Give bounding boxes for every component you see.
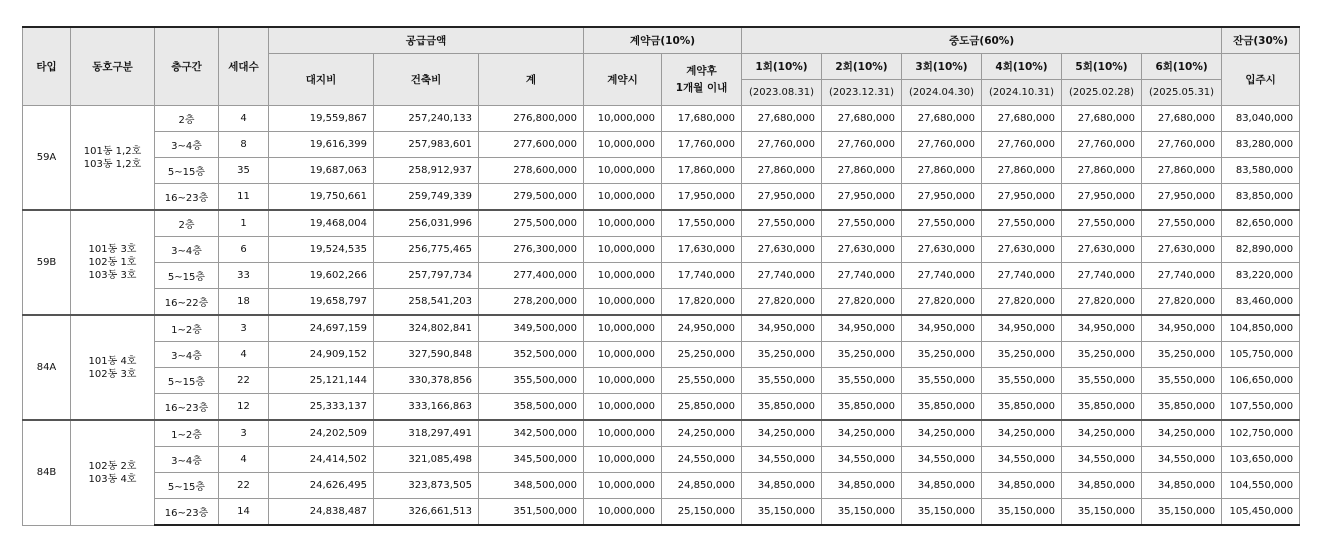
header-move-in: 입주시 — [1222, 54, 1300, 106]
middle-payment-cell: 27,950,000 — [822, 184, 902, 211]
floor-cell: 5~15층 — [155, 158, 219, 184]
balance-cell: 83,280,000 — [1222, 132, 1300, 158]
households-cell: 4 — [219, 342, 269, 368]
floor-cell: 3~4층 — [155, 132, 219, 158]
middle-payment-cell: 34,850,000 — [902, 473, 982, 499]
total-cell: 352,500,000 — [479, 342, 584, 368]
middle-payment-cell: 34,250,000 — [822, 420, 902, 447]
after-contract-cell: 17,950,000 — [662, 184, 742, 211]
households-cell: 4 — [219, 106, 269, 132]
middle-payment-cell: 27,860,000 — [1062, 158, 1142, 184]
contract-cell: 10,000,000 — [584, 368, 662, 394]
contract-cell: 10,000,000 — [584, 289, 662, 316]
after-contract-cell: 24,550,000 — [662, 447, 742, 473]
total-cell: 275,500,000 — [479, 210, 584, 237]
middle-payment-cell: 27,550,000 — [982, 210, 1062, 237]
table-row — [23, 106, 1300, 132]
middle-payment-cell: 35,250,000 — [1142, 342, 1222, 368]
middle-payment-cell: 35,250,000 — [822, 342, 902, 368]
middle-payment-cell: 27,760,000 — [1062, 132, 1142, 158]
floor-cell: 5~15층 — [155, 263, 219, 289]
middle-payment-cell: 35,850,000 — [822, 394, 902, 421]
floor-cell: 16~22층 — [155, 289, 219, 316]
middle-payment-cell: 27,950,000 — [902, 184, 982, 211]
header-on-contract: 계약시 — [584, 54, 662, 106]
after-contract-cell: 17,550,000 — [662, 210, 742, 237]
middle-payment-cell: 27,740,000 — [982, 263, 1062, 289]
header-middle-round-6: 6회(10%) — [1142, 54, 1222, 80]
after-contract-cell: 25,150,000 — [662, 499, 742, 526]
after-contract-cell: 24,250,000 — [662, 420, 742, 447]
middle-payment-cell: 27,550,000 — [1142, 210, 1222, 237]
middle-payment-cell: 27,950,000 — [982, 184, 1062, 211]
total-cell: 355,500,000 — [479, 368, 584, 394]
middle-payment-cell: 34,850,000 — [742, 473, 822, 499]
balance-cell: 83,040,000 — [1222, 106, 1300, 132]
table-row — [23, 237, 1300, 263]
middle-payment-cell: 27,740,000 — [1142, 263, 1222, 289]
middle-payment-cell: 34,250,000 — [1142, 420, 1222, 447]
middle-payment-cell: 27,820,000 — [902, 289, 982, 316]
header-total: 계 — [479, 54, 584, 106]
middle-payment-cell: 27,760,000 — [982, 132, 1062, 158]
building-cost-cell: 259,749,339 — [374, 184, 479, 211]
middle-payment-cell: 27,760,000 — [742, 132, 822, 158]
floor-cell: 16~23층 — [155, 499, 219, 526]
middle-payment-cell: 34,250,000 — [902, 420, 982, 447]
middle-payment-cell: 34,550,000 — [1062, 447, 1142, 473]
building-cost-cell: 324,802,841 — [374, 315, 479, 342]
contract-cell: 10,000,000 — [584, 263, 662, 289]
balance-cell: 83,580,000 — [1222, 158, 1300, 184]
balance-cell: 104,550,000 — [1222, 473, 1300, 499]
middle-payment-cell: 27,680,000 — [742, 106, 822, 132]
households-cell: 8 — [219, 132, 269, 158]
contract-cell: 10,000,000 — [584, 473, 662, 499]
middle-payment-cell: 35,550,000 — [902, 368, 982, 394]
middle-payment-cell: 35,250,000 — [902, 342, 982, 368]
middle-payment-cell: 27,820,000 — [1142, 289, 1222, 316]
header-middle-date-6: (2025.05.31) — [1142, 80, 1222, 106]
after-contract-cell: 17,860,000 — [662, 158, 742, 184]
households-cell: 6 — [219, 237, 269, 263]
floor-cell: 5~15층 — [155, 368, 219, 394]
table-row — [23, 210, 1300, 237]
building-cost-cell: 318,297,491 — [374, 420, 479, 447]
header-type: 타입 — [23, 27, 71, 106]
floor-cell: 3~4층 — [155, 237, 219, 263]
middle-payment-cell: 35,550,000 — [742, 368, 822, 394]
building-cost-cell: 321,085,498 — [374, 447, 479, 473]
total-cell: 276,800,000 — [479, 106, 584, 132]
table-row — [23, 315, 1300, 342]
after-contract-cell: 24,850,000 — [662, 473, 742, 499]
middle-payment-cell: 35,550,000 — [822, 368, 902, 394]
land-cost-cell: 19,524,535 — [269, 237, 374, 263]
floor-cell: 2층 — [155, 210, 219, 237]
middle-payment-cell: 35,250,000 — [1062, 342, 1142, 368]
floor-cell: 16~23층 — [155, 184, 219, 211]
balance-cell: 102,750,000 — [1222, 420, 1300, 447]
table-row — [23, 158, 1300, 184]
balance-cell: 104,850,000 — [1222, 315, 1300, 342]
middle-payment-cell: 27,680,000 — [822, 106, 902, 132]
land-cost-cell: 24,909,152 — [269, 342, 374, 368]
dong-cell: 101동 4호 102동 3호 — [71, 315, 155, 420]
floor-cell: 2층 — [155, 106, 219, 132]
land-cost-cell: 24,202,509 — [269, 420, 374, 447]
header-after-contract: 계약후 1개월 이내 — [662, 54, 742, 106]
land-cost-cell: 19,468,004 — [269, 210, 374, 237]
total-cell: 276,300,000 — [479, 237, 584, 263]
middle-payment-cell: 27,550,000 — [1062, 210, 1142, 237]
header-households: 세대수 — [219, 27, 269, 106]
households-cell: 11 — [219, 184, 269, 211]
middle-payment-cell: 27,760,000 — [902, 132, 982, 158]
header-middle-round-4: 4회(10%) — [982, 54, 1062, 80]
households-cell: 14 — [219, 499, 269, 526]
floor-cell: 3~4층 — [155, 447, 219, 473]
middle-payment-cell: 27,860,000 — [1142, 158, 1222, 184]
land-cost-cell: 24,414,502 — [269, 447, 374, 473]
dong-cell: 101동 3호 102동 1호 103동 3호 — [71, 210, 155, 315]
land-cost-cell: 19,658,797 — [269, 289, 374, 316]
contract-cell: 10,000,000 — [584, 184, 662, 211]
middle-payment-cell: 27,550,000 — [822, 210, 902, 237]
contract-cell: 10,000,000 — [584, 420, 662, 447]
header-supply: 공급금액 — [269, 27, 584, 54]
middle-payment-cell: 34,550,000 — [982, 447, 1062, 473]
middle-payment-cell: 35,850,000 — [1142, 394, 1222, 421]
middle-payment-cell: 27,860,000 — [742, 158, 822, 184]
floor-cell: 1~2층 — [155, 420, 219, 447]
building-cost-cell: 326,661,513 — [374, 499, 479, 526]
header-middle-round-5: 5회(10%) — [1062, 54, 1142, 80]
total-cell: 278,600,000 — [479, 158, 584, 184]
contract-cell: 10,000,000 — [584, 210, 662, 237]
contract-cell: 10,000,000 — [584, 237, 662, 263]
land-cost-cell: 19,559,867 — [269, 106, 374, 132]
dong-cell: 101동 1,2호 103동 1,2호 — [71, 106, 155, 211]
middle-payment-cell: 35,150,000 — [1142, 499, 1222, 526]
households-cell: 3 — [219, 420, 269, 447]
after-contract-cell: 17,820,000 — [662, 289, 742, 316]
middle-payment-cell: 27,860,000 — [902, 158, 982, 184]
building-cost-cell: 333,166,863 — [374, 394, 479, 421]
contract-cell: 10,000,000 — [584, 499, 662, 526]
middle-payment-cell: 34,850,000 — [1062, 473, 1142, 499]
after-contract-cell: 17,760,000 — [662, 132, 742, 158]
middle-payment-cell: 34,850,000 — [822, 473, 902, 499]
middle-payment-cell: 34,950,000 — [982, 315, 1062, 342]
middle-payment-cell: 35,550,000 — [1062, 368, 1142, 394]
middle-payment-cell: 35,150,000 — [1062, 499, 1142, 526]
header-middle-date-1: (2023.08.31) — [742, 80, 822, 106]
middle-payment-cell: 27,760,000 — [1142, 132, 1222, 158]
households-cell: 1 — [219, 210, 269, 237]
contract-cell: 10,000,000 — [584, 342, 662, 368]
middle-payment-cell: 27,820,000 — [742, 289, 822, 316]
table-row — [23, 184, 1300, 211]
after-contract-cell: 17,740,000 — [662, 263, 742, 289]
middle-payment-cell: 27,950,000 — [1062, 184, 1142, 211]
header-dong: 동호구분 — [71, 27, 155, 106]
middle-payment-cell: 27,550,000 — [742, 210, 822, 237]
middle-payment-cell: 27,860,000 — [982, 158, 1062, 184]
table-row — [23, 447, 1300, 473]
total-cell: 349,500,000 — [479, 315, 584, 342]
land-cost-cell: 24,838,487 — [269, 499, 374, 526]
land-cost-cell: 24,626,495 — [269, 473, 374, 499]
building-cost-cell: 257,797,734 — [374, 263, 479, 289]
households-cell: 4 — [219, 447, 269, 473]
balance-cell: 103,650,000 — [1222, 447, 1300, 473]
total-cell: 351,500,000 — [479, 499, 584, 526]
header-middle: 중도금(60%) — [742, 27, 1222, 54]
households-cell: 33 — [219, 263, 269, 289]
type-cell: 84B — [23, 420, 71, 525]
building-cost-cell: 256,031,996 — [374, 210, 479, 237]
balance-cell: 83,220,000 — [1222, 263, 1300, 289]
header-middle-round-3: 3회(10%) — [902, 54, 982, 80]
middle-payment-cell: 27,630,000 — [742, 237, 822, 263]
building-cost-cell: 327,590,848 — [374, 342, 479, 368]
header-land: 대지비 — [269, 54, 374, 106]
middle-payment-cell: 27,740,000 — [1062, 263, 1142, 289]
table-row — [23, 420, 1300, 447]
total-cell: 342,500,000 — [479, 420, 584, 447]
middle-payment-cell: 35,850,000 — [742, 394, 822, 421]
contract-cell: 10,000,000 — [584, 315, 662, 342]
middle-payment-cell: 27,630,000 — [1142, 237, 1222, 263]
table-row — [23, 289, 1300, 316]
middle-payment-cell: 27,740,000 — [902, 263, 982, 289]
middle-payment-cell: 27,680,000 — [982, 106, 1062, 132]
middle-payment-cell: 34,950,000 — [1062, 315, 1142, 342]
table-row — [23, 473, 1300, 499]
total-cell: 277,600,000 — [479, 132, 584, 158]
building-cost-cell: 257,240,133 — [374, 106, 479, 132]
middle-payment-cell: 34,250,000 — [982, 420, 1062, 447]
middle-payment-cell: 34,950,000 — [1142, 315, 1222, 342]
header-middle-round-1: 1회(10%) — [742, 54, 822, 80]
after-contract-cell: 17,680,000 — [662, 106, 742, 132]
total-cell: 278,200,000 — [479, 289, 584, 316]
floor-cell: 5~15층 — [155, 473, 219, 499]
table-body — [23, 106, 1300, 526]
middle-payment-cell: 27,820,000 — [822, 289, 902, 316]
balance-cell: 82,890,000 — [1222, 237, 1300, 263]
contract-cell: 10,000,000 — [584, 447, 662, 473]
type-cell: 84A — [23, 315, 71, 420]
households-cell: 35 — [219, 158, 269, 184]
middle-payment-cell: 35,550,000 — [1142, 368, 1222, 394]
contract-cell: 10,000,000 — [584, 132, 662, 158]
type-cell: 59B — [23, 210, 71, 315]
table-row — [23, 342, 1300, 368]
after-contract-cell: 25,250,000 — [662, 342, 742, 368]
middle-payment-cell: 27,820,000 — [1062, 289, 1142, 316]
middle-payment-cell: 27,950,000 — [1142, 184, 1222, 211]
header-building: 건축비 — [374, 54, 479, 106]
table-row — [23, 394, 1300, 421]
middle-payment-cell: 27,860,000 — [822, 158, 902, 184]
households-cell: 3 — [219, 315, 269, 342]
header-floor: 층구간 — [155, 27, 219, 106]
households-cell: 22 — [219, 473, 269, 499]
middle-payment-cell: 35,150,000 — [902, 499, 982, 526]
header-middle-date-2: (2023.12.31) — [822, 80, 902, 106]
floor-cell: 3~4층 — [155, 342, 219, 368]
floor-cell: 16~23층 — [155, 394, 219, 421]
after-contract-cell: 25,550,000 — [662, 368, 742, 394]
middle-payment-cell: 34,550,000 — [822, 447, 902, 473]
middle-payment-cell: 27,630,000 — [1062, 237, 1142, 263]
after-contract-cell: 17,630,000 — [662, 237, 742, 263]
after-contract-cell: 25,850,000 — [662, 394, 742, 421]
contract-cell: 10,000,000 — [584, 394, 662, 421]
land-cost-cell: 19,687,063 — [269, 158, 374, 184]
total-cell: 348,500,000 — [479, 473, 584, 499]
middle-payment-cell: 34,550,000 — [902, 447, 982, 473]
middle-payment-cell: 27,740,000 — [742, 263, 822, 289]
land-cost-cell: 25,121,144 — [269, 368, 374, 394]
households-cell: 18 — [219, 289, 269, 316]
middle-payment-cell: 27,680,000 — [902, 106, 982, 132]
middle-payment-cell: 34,550,000 — [742, 447, 822, 473]
balance-cell: 105,450,000 — [1222, 499, 1300, 526]
contract-cell: 10,000,000 — [584, 106, 662, 132]
middle-payment-cell: 35,150,000 — [982, 499, 1062, 526]
header-middle-date-5: (2025.02.28) — [1062, 80, 1142, 106]
balance-cell: 105,750,000 — [1222, 342, 1300, 368]
land-cost-cell: 25,333,137 — [269, 394, 374, 421]
middle-payment-cell: 27,630,000 — [982, 237, 1062, 263]
households-cell: 12 — [219, 394, 269, 421]
table-row — [23, 132, 1300, 158]
households-cell: 22 — [219, 368, 269, 394]
building-cost-cell: 257,983,601 — [374, 132, 479, 158]
middle-payment-cell: 27,680,000 — [1062, 106, 1142, 132]
middle-payment-cell: 34,850,000 — [982, 473, 1062, 499]
middle-payment-cell: 27,630,000 — [902, 237, 982, 263]
total-cell: 277,400,000 — [479, 263, 584, 289]
middle-payment-cell: 35,250,000 — [742, 342, 822, 368]
total-cell: 279,500,000 — [479, 184, 584, 211]
middle-payment-cell: 35,150,000 — [822, 499, 902, 526]
header-balance: 잔금(30%) — [1222, 27, 1300, 54]
header-middle-date-3: (2024.04.30) — [902, 80, 982, 106]
middle-payment-cell: 27,740,000 — [822, 263, 902, 289]
building-cost-cell: 330,378,856 — [374, 368, 479, 394]
type-cell: 59A — [23, 106, 71, 211]
building-cost-cell: 323,873,505 — [374, 473, 479, 499]
middle-payment-cell: 27,760,000 — [822, 132, 902, 158]
table-row — [23, 368, 1300, 394]
middle-payment-cell: 35,850,000 — [1062, 394, 1142, 421]
middle-payment-cell: 27,950,000 — [742, 184, 822, 211]
middle-payment-cell: 34,850,000 — [1142, 473, 1222, 499]
middle-payment-cell: 34,550,000 — [1142, 447, 1222, 473]
table-header — [23, 27, 1300, 106]
building-cost-cell: 258,912,937 — [374, 158, 479, 184]
table-row — [23, 499, 1300, 526]
balance-cell: 82,650,000 — [1222, 210, 1300, 237]
building-cost-cell: 258,541,203 — [374, 289, 479, 316]
total-cell: 345,500,000 — [479, 447, 584, 473]
header-middle-round-2: 2회(10%) — [822, 54, 902, 80]
middle-payment-cell: 34,950,000 — [902, 315, 982, 342]
middle-payment-cell: 35,850,000 — [902, 394, 982, 421]
balance-cell: 83,460,000 — [1222, 289, 1300, 316]
contract-cell: 10,000,000 — [584, 158, 662, 184]
middle-payment-cell: 27,820,000 — [982, 289, 1062, 316]
land-cost-cell: 19,602,266 — [269, 263, 374, 289]
middle-payment-cell: 27,680,000 — [1142, 106, 1222, 132]
building-cost-cell: 256,775,465 — [374, 237, 479, 263]
price-table-container — [22, 26, 1294, 526]
header-contract: 계약금(10%) — [584, 27, 742, 54]
table-row — [23, 263, 1300, 289]
land-cost-cell: 19,616,399 — [269, 132, 374, 158]
middle-payment-cell: 35,850,000 — [982, 394, 1062, 421]
middle-payment-cell: 35,150,000 — [742, 499, 822, 526]
middle-payment-cell: 27,550,000 — [902, 210, 982, 237]
after-contract-cell: 24,950,000 — [662, 315, 742, 342]
middle-payment-cell: 35,550,000 — [982, 368, 1062, 394]
header-middle-date-4: (2024.10.31) — [982, 80, 1062, 106]
total-cell: 358,500,000 — [479, 394, 584, 421]
land-cost-cell: 19,750,661 — [269, 184, 374, 211]
middle-payment-cell: 27,630,000 — [822, 237, 902, 263]
land-cost-cell: 24,697,159 — [269, 315, 374, 342]
supply-price-table — [22, 26, 1300, 526]
middle-payment-cell: 34,950,000 — [822, 315, 902, 342]
middle-payment-cell: 34,950,000 — [742, 315, 822, 342]
middle-payment-cell: 35,250,000 — [982, 342, 1062, 368]
dong-cell: 102동 2호 103동 4호 — [71, 420, 155, 525]
floor-cell: 1~2층 — [155, 315, 219, 342]
balance-cell: 107,550,000 — [1222, 394, 1300, 421]
middle-payment-cell: 34,250,000 — [1062, 420, 1142, 447]
balance-cell: 83,850,000 — [1222, 184, 1300, 211]
balance-cell: 106,650,000 — [1222, 368, 1300, 394]
middle-payment-cell: 34,250,000 — [742, 420, 822, 447]
